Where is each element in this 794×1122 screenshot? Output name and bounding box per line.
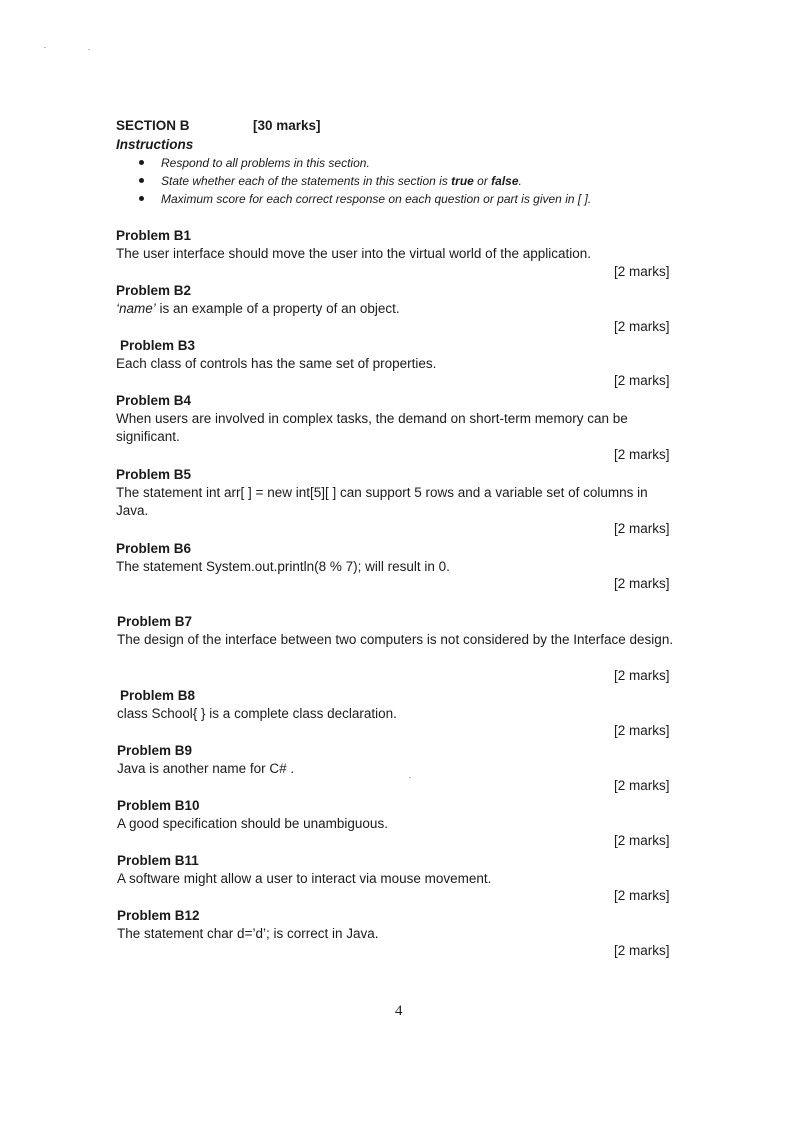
problem-marks: [2 marks] [614, 319, 670, 334]
problem-b4 [116, 392, 676, 462]
problem-marks: [2 marks] [614, 373, 670, 388]
problem-b8 [117, 687, 677, 738]
problem-marks: [2 marks] [614, 943, 670, 958]
emphasis-word: false [491, 174, 519, 188]
bullet-icon [139, 178, 144, 183]
problem-title: Problem B5 [116, 467, 192, 482]
instructions-list [136, 155, 591, 209]
instructions-title: Instructions [116, 137, 194, 152]
problem-statement [116, 300, 676, 318]
problem-marks: [2 marks] [614, 521, 670, 536]
problem-b6 [116, 540, 676, 591]
problem-b11 [117, 852, 677, 903]
problem-title: Problem B7 [117, 614, 193, 629]
problem-statement: The design of the interface between two computers is not considered by the Interface design. [117, 632, 674, 647]
problem-statement: A good specification should be unambiguous. [117, 816, 388, 831]
problem-title: Problem B12 [117, 908, 200, 923]
problem-marks: [2 marks] [614, 888, 670, 903]
section-title: SECTION B [116, 118, 190, 133]
instruction-item [136, 173, 591, 191]
instruction-text: Maximum score for each correct response on each question or part is given in [ ]. [161, 192, 592, 206]
problem-b7 [117, 613, 677, 683]
problem-statement: The statement int arr[ ] = new int[5][ ] can support 5 rows and a variable set of columns in Java. [116, 485, 648, 518]
problem-title: Problem B11 [117, 853, 199, 868]
problem-statement: The statement char d=’d’; is correct in Java. [117, 926, 379, 941]
scan-speck [44, 47, 46, 48]
problem-title: Problem B2 [116, 283, 192, 298]
problem-marks: [2 marks] [614, 447, 670, 462]
problem-marks: [2 marks] [614, 668, 670, 683]
problem-marks: [2 marks] [614, 723, 670, 738]
problem-marks: [2 marks] [614, 778, 670, 793]
problem-marks: [2 marks] [614, 833, 670, 848]
emphasis-word: true [451, 174, 474, 188]
instruction-text: Respond to all problems in this section. [161, 156, 370, 170]
scan-speck [88, 49, 90, 50]
problem-title: Problem B4 [116, 393, 192, 408]
problem-b5 [116, 466, 676, 536]
problem-marks: [2 marks] [614, 264, 670, 279]
problem-statement: Each class of controls has the same set of properties. [116, 356, 437, 371]
problem-title: Problem B3 [120, 338, 196, 353]
problem-title: Problem B9 [117, 743, 193, 758]
problem-statement: A software might allow a user to interact via mouse movement. [117, 871, 492, 886]
problem-b10 [117, 797, 677, 848]
section-header [116, 118, 321, 133]
problem-b2 [116, 282, 676, 334]
problem-statement: The statement System.out.println(8 % 7); will result in 0. [116, 559, 450, 574]
instruction-item [136, 155, 591, 173]
problem-b3 [116, 337, 676, 388]
section-marks: [30 marks] [253, 118, 321, 133]
problem-statement: When users are involved in complex tasks, the demand on short-term memory can be significant. [116, 411, 628, 444]
problem-title: Problem B6 [116, 541, 192, 556]
problem-b9 [117, 742, 677, 793]
page-number: 4 [395, 1003, 403, 1019]
problem-title: Problem B10 [117, 798, 200, 813]
instruction-text: State whether each of the statements in this section is true or false. [161, 174, 522, 188]
problem-title: Problem B8 [120, 688, 196, 703]
bullet-icon [139, 160, 144, 165]
problem-title: Problem B1 [116, 228, 192, 243]
problem-statement-rest: is an example of a property of an object. [155, 301, 400, 316]
bullet-icon [139, 196, 144, 201]
instruction-item [136, 191, 591, 209]
problem-statement: The user interface should move the user into the virtual world of the application. [116, 246, 592, 261]
problem-b12 [117, 907, 677, 958]
problem-marks: [2 marks] [614, 576, 670, 591]
problem-statement: Java is another name for C# . [117, 761, 295, 776]
property-name-italic: ‘name’ [116, 301, 156, 316]
problem-statement: class School{ } is a complete class declaration. [117, 706, 397, 721]
problem-b1 [116, 227, 676, 279]
